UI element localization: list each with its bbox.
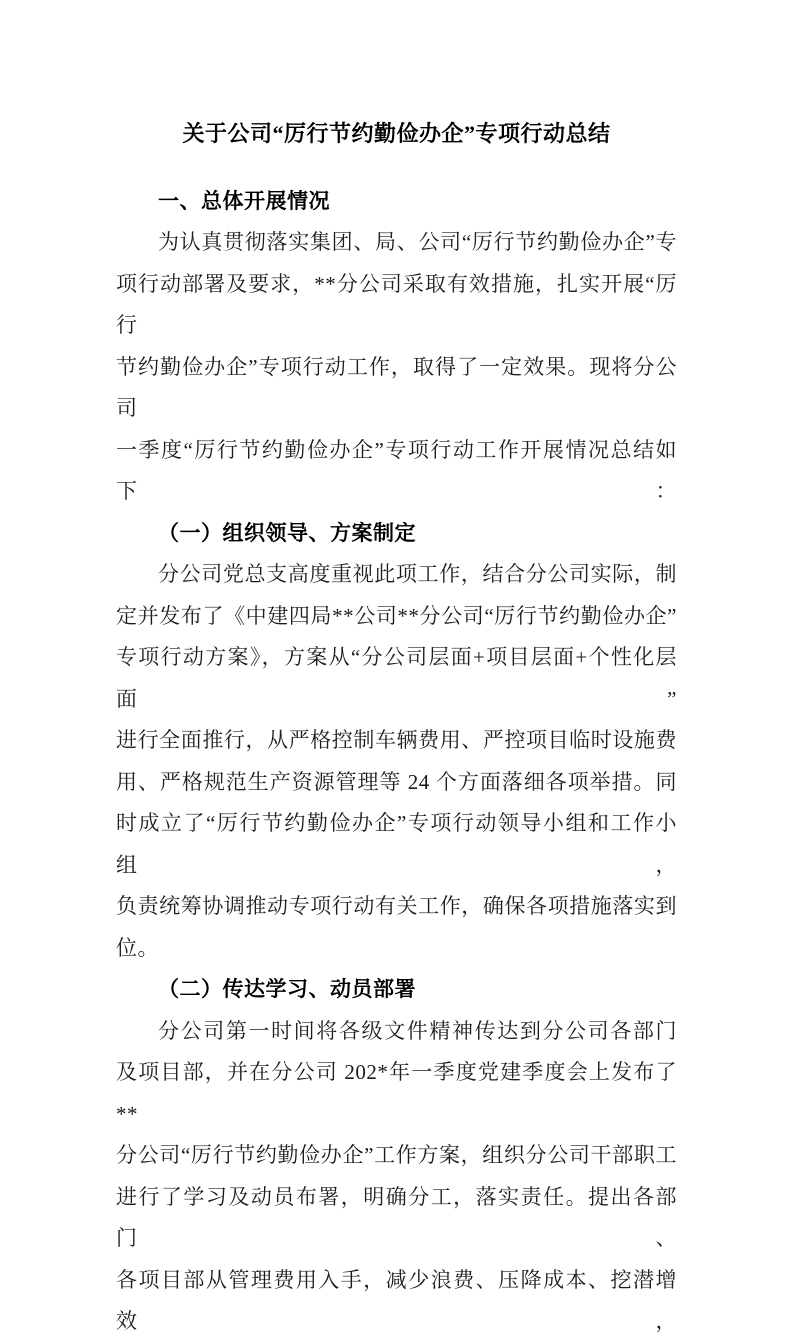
paragraph-2-line-1: 分公司党总支高度重视此项工作，结合分公司实际，制	[158, 562, 677, 586]
paragraph-3-line-3: 分公司“厉行节约勤俭办企”工作方案，组织分公司干部职工	[116, 1143, 677, 1167]
heading-section-1: 一、总体开展情况	[158, 189, 330, 213]
paragraph-1-line-4: 一季度“厉行节约勤俭办企”专项行动工作开展情况总结如下：	[116, 437, 677, 503]
paragraph-2-line-2: 定并发布了《中建四局**公司**分公司“厉行节约勤俭办企”	[116, 603, 677, 628]
paragraph-1-line-3: 节约勤俭办企”专项行动工作，取得了一定效果。现将分公司	[116, 354, 677, 420]
paragraph-2-line-6: 时成立了“厉行节约勤俭办企”专项行动领导小组和工作小组，	[116, 811, 677, 877]
paragraph-2-line-5: 用、严格规范生产资源管理等 24 个方面落细各项举措。同	[116, 769, 677, 794]
document-body	[116, 113, 677, 1343]
document-title: 关于公司“厉行节约勤俭办企”专项行动总结	[182, 121, 611, 146]
paragraph-3-line-1: 分公司第一时间将各级文件精神传达到分公司各部门	[158, 1018, 677, 1043]
heading-section-1-1: （一）组织领导、方案制定	[158, 521, 416, 545]
paragraph-2-line-7: 负责统筹协调推动专项行动有关工作，确保各项措施落实到	[116, 894, 677, 918]
paragraph-1-line-1: 为认真贯彻落实集团、局、公司“厉行节约勤俭办企”专	[158, 230, 677, 254]
paragraph-3-line-2: 及项目部，并在分公司 202*年一季度党建季度会上发布了**	[116, 1060, 677, 1126]
heading-section-1-2: （二）传达学习、动员部署	[158, 978, 416, 1001]
paragraph-2-line-8: 位。	[116, 935, 159, 960]
paragraph-3-line-5: 各项目部从管理费用入手，减少浪费、压降成本、挖潜增效，	[116, 1267, 677, 1333]
paragraph-3-line-4: 进行了学习及动员布署，明确分工，落实责任。提出各部门、	[116, 1184, 677, 1250]
paragraph-2-line-3: 专项行动方案》，方案从“分公司层面+项目层面+个性化层面”	[116, 645, 677, 711]
paragraph-2-line-4: 进行全面推行，从严格控制车辆费用、严控项目临时设施费	[116, 728, 677, 752]
paragraph-1-line-2: 项行动部署及要求，**分公司采取有效措施，扎实开展“厉行	[116, 271, 677, 337]
